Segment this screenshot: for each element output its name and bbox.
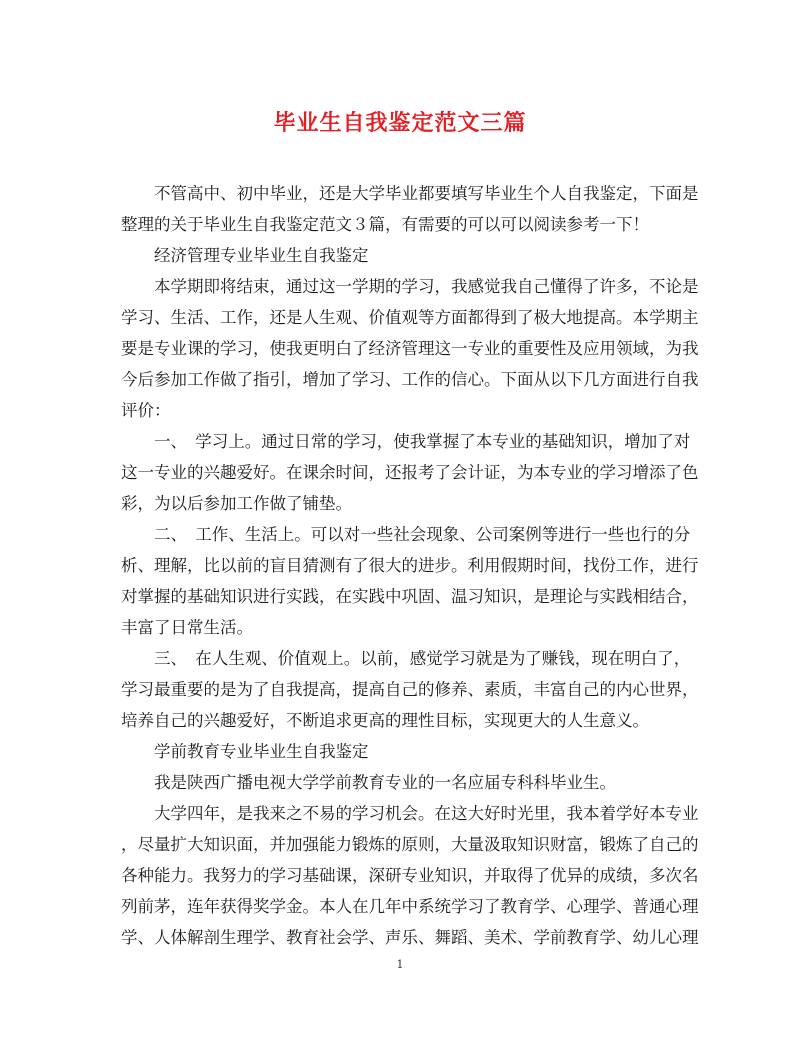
- document-title: 毕业生自我鉴定范文三篇: [273, 110, 527, 136]
- text-line: 我是陕西广播电视大学学前教育专业的一名应届专科科毕业生。: [154, 773, 616, 792]
- text-line: 经济管理专业毕业生自我鉴定: [154, 246, 369, 265]
- text-line: 这一专业的兴趣爱好。在课余时间，还报考了会计证，为本专业的学习增添了色: [121, 463, 699, 482]
- page-number: 1: [396, 958, 404, 971]
- text-line: 一、 学习上。通过日常的学习，使我掌握了本专业的基础知识，增加了对: [154, 432, 691, 451]
- text-line: 各种能力。我努力的学习基础课，深研专业知识，并取得了优异的成绩，多次名: [121, 866, 699, 885]
- text-line: 整理的关于毕业生自我鉴定范文３篇，有需要的可以可以阅读参考一下！: [121, 215, 649, 234]
- text-line: 培养自己的兴趣爱好，不断追求更高的理性目标，实现更大的人生意义。: [121, 711, 649, 730]
- text-line: 学、人体解剖生理学、教育社会学、声乐、舞蹈、美术、学前教育学、幼儿心理: [121, 928, 699, 947]
- text-line: 今后参加工作做了指引，增加了学习、工作的信心。下面从以下几方面进行自我: [121, 370, 699, 389]
- text-line: 彩，为以后参加工作做了铺垫。: [121, 494, 352, 513]
- text-line: 丰富了日常生活。: [121, 618, 253, 637]
- text-line: ，尽量扩大知识面，并加强能力锻炼的原则，大量汲取知识财富，锻炼了自己的: [121, 835, 699, 854]
- text-line: 学习最重要的是为了自我提高，提高自己的修养、素质，丰富自己的内心世界，: [121, 680, 699, 699]
- text-line: 对掌握的基础知识进行实践，在实践中巩固、温习知识，是理论与实践相结合，: [121, 587, 699, 606]
- text-line: 大学四年，是我来之不易的学习机会。在这大好时光里，我本着学好本专业: [154, 804, 699, 823]
- text-line: 评价：: [121, 401, 171, 420]
- text-line: 列前茅，连年获得奖学金。本人在几年中系统学习了教育学、心理学、普通心理: [121, 897, 699, 916]
- document-body: [121, 178, 699, 953]
- text-line: 学前教育专业毕业生自我鉴定: [154, 742, 369, 761]
- text-line: 学习、生活、工作，还是人生观、价值观等方面都得到了极大地提高。本学期主: [121, 308, 699, 327]
- text-line: 要是专业课的学习，使我更明白了经济管理这一专业的重要性及应用领域，为我: [121, 339, 699, 358]
- text-line: 本学期即将结束，通过这一学期的学习，我感觉我自己懂得了许多，不论是: [154, 277, 699, 296]
- text-line: 二、 工作、生活上。可以对一些社会现象、公司案例等进行一些也行的分: [154, 525, 691, 544]
- text-line: 析、理解，比以前的盲目猜测有了很大的进步。利用假期时间，找份工作，进行: [121, 556, 699, 575]
- text-line: 不管高中、初中毕业，还是大学毕业都要填写毕业生个人自我鉴定，下面是: [154, 184, 699, 203]
- text-line: 三、 在人生观、价值观上。以前，感觉学习就是为了赚钱，现在明白了，: [154, 649, 691, 668]
